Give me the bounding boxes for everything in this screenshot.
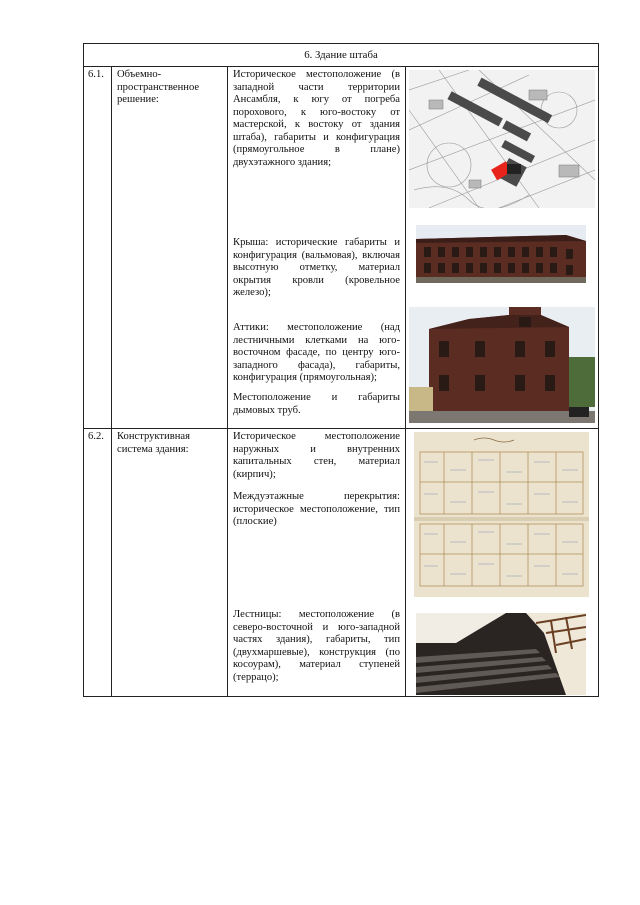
site-plan-map	[409, 70, 595, 208]
description-block: Крыша: исторические габариты и конфигурация (вальмовая), включая высотную отметку, материал окрытия кровли (кровельное железо);	[233, 237, 400, 298]
section-title: 6. Здание штаба	[84, 44, 599, 67]
description-block: Историческое местоположение наружных и внутренних капитальных стен, материал (кирпич);	[233, 431, 400, 480]
row-name: Объемно-пространственное решение:	[112, 67, 228, 429]
staircase-photo	[416, 613, 586, 695]
building-roof-photo	[416, 225, 586, 283]
row-description	[228, 67, 406, 429]
row-images	[406, 429, 599, 697]
description-block: Лестницы: местоположение (в северо-восточной и юго-западной частях здания), габариты, тип (двухмаршевые), конструкция (по косоурам), материал ступеней (террацо);	[233, 609, 400, 683]
heritage-table	[83, 43, 599, 697]
row-number: 6.2.	[84, 429, 112, 697]
description-block: Местоположение и габариты дымовых труб.	[233, 392, 400, 416]
row-number: 6.1.	[84, 67, 112, 429]
row-description	[228, 429, 406, 697]
description-block: Историческое местоположение (в западной части территории Ансамбля, к югу от погреба порохового, к юго-востоку от мастерской, к востоку от здания штаба), габариты и конфигурация (прямоугольное в плане) двухэтажного здания;	[233, 69, 400, 168]
building-attic-photo	[409, 307, 595, 423]
row-name: Конструктивная система здания:	[112, 429, 228, 697]
description-block: Аттики: местоположение (над лестничными клетками на юго-восточном фасаде, по центру юго-западного фасада), габариты, конфигурация (прямоугольная);	[233, 322, 400, 383]
historic-floor-plan	[414, 432, 589, 597]
row-images	[406, 67, 599, 429]
description-block: Междуэтажные перекрытия: историческое местоположение, тип (плоские)	[233, 491, 400, 527]
